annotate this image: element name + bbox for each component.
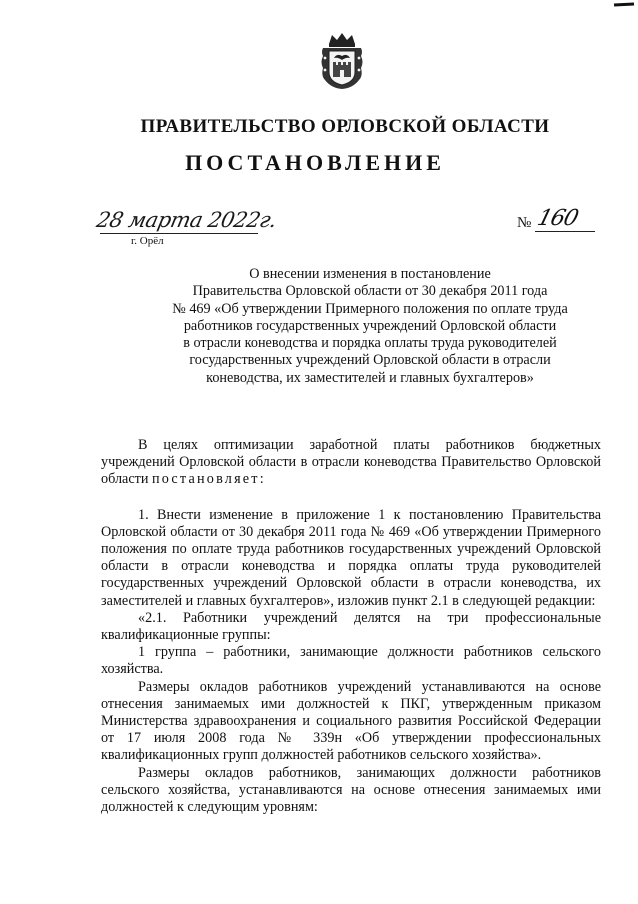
handwritten-number: 160 xyxy=(534,206,581,231)
subject-line: № 469 «Об утверждении Примерного положения по оплате труда xyxy=(172,300,568,317)
salary-basis-paragraph: Размеры окладов работников учреждений устанавливаются на основе отнесения занимаемых ими должностей к ПКГ, утвержденным приказом Министерства здравоохранения и социального развития Российской Федерации от 17 июля 2008 года № 339н «Об утверждении профессиональных квалификационных групп должностей работников сельского хозяйства». xyxy=(101,678,601,764)
preamble-text: В целях оптимизации заработной платы работников бюджетных учреждений Орловской области в отрасли коневодства Правительство Орловской области xyxy=(101,437,601,488)
preamble-verb: постановляет: xyxy=(151,471,266,488)
preamble-paragraph xyxy=(101,437,601,489)
subject-line: в отрасли коневодства и порядка оплаты труда руководителей xyxy=(183,335,557,352)
clause-1-paragraph: 1. Внести изменение в приложение 1 к постановлению Правительства Орловской области от 30 декабря 2011 года № 469 «Об утверждении Примерного положения по оплате труда работников государственных учреждений Орловской области в отрасли коневодства и порядка оплаты труда руководителей государственных учреждений Орловской области в отрасли коневодства, их заместителей и главных бухгалтеров», изложив пункт 2.1 в следующей редакции: xyxy=(101,506,601,609)
date-underline xyxy=(100,233,258,234)
document-subject xyxy=(120,266,620,387)
salary-levels-paragraph: Размеры окладов работников, занимающих должности работников сельского хозяйства, устанавливаются на основе отнесения занимаемых ими должностей к следующим уровням: xyxy=(101,764,601,816)
coat-of-arms-icon xyxy=(317,32,367,90)
number-label: № xyxy=(517,215,532,231)
document-type-title: ПОСТАНОВЛЕНИЕ xyxy=(185,150,445,175)
document-body xyxy=(101,437,601,816)
organization-title: ПРАВИТЕЛЬСТВО ОРЛОВСКОЙ ОБЛАСТИ xyxy=(140,116,550,137)
subject-line: коневодства, их заместителей и главных бухгалтеров» xyxy=(206,369,534,386)
scan-corner-mark xyxy=(614,2,634,6)
handwritten-date-text: 28 марта 2022г. xyxy=(94,208,279,232)
subject-line: О внесении изменения в постановление xyxy=(249,266,491,282)
subject-line: Правительства Орловской области от 30 декабря 2011 года xyxy=(192,283,548,300)
subject-line: работников государственных учреждений Орловской области xyxy=(183,317,557,334)
number-underline xyxy=(535,231,595,232)
group-1-paragraph: 1 группа – работники, занимающие должности работников сельского хозяйства. xyxy=(101,644,601,678)
city-label: г. Орёл xyxy=(131,235,164,247)
paragraph-gap xyxy=(101,489,601,507)
subject-line: государственных учреждений Орловской области в отрасли xyxy=(189,352,551,369)
clause-2-1-paragraph: «2.1. Работники учреждений делятся на три профессиональные квалификационные группы: xyxy=(101,609,601,644)
